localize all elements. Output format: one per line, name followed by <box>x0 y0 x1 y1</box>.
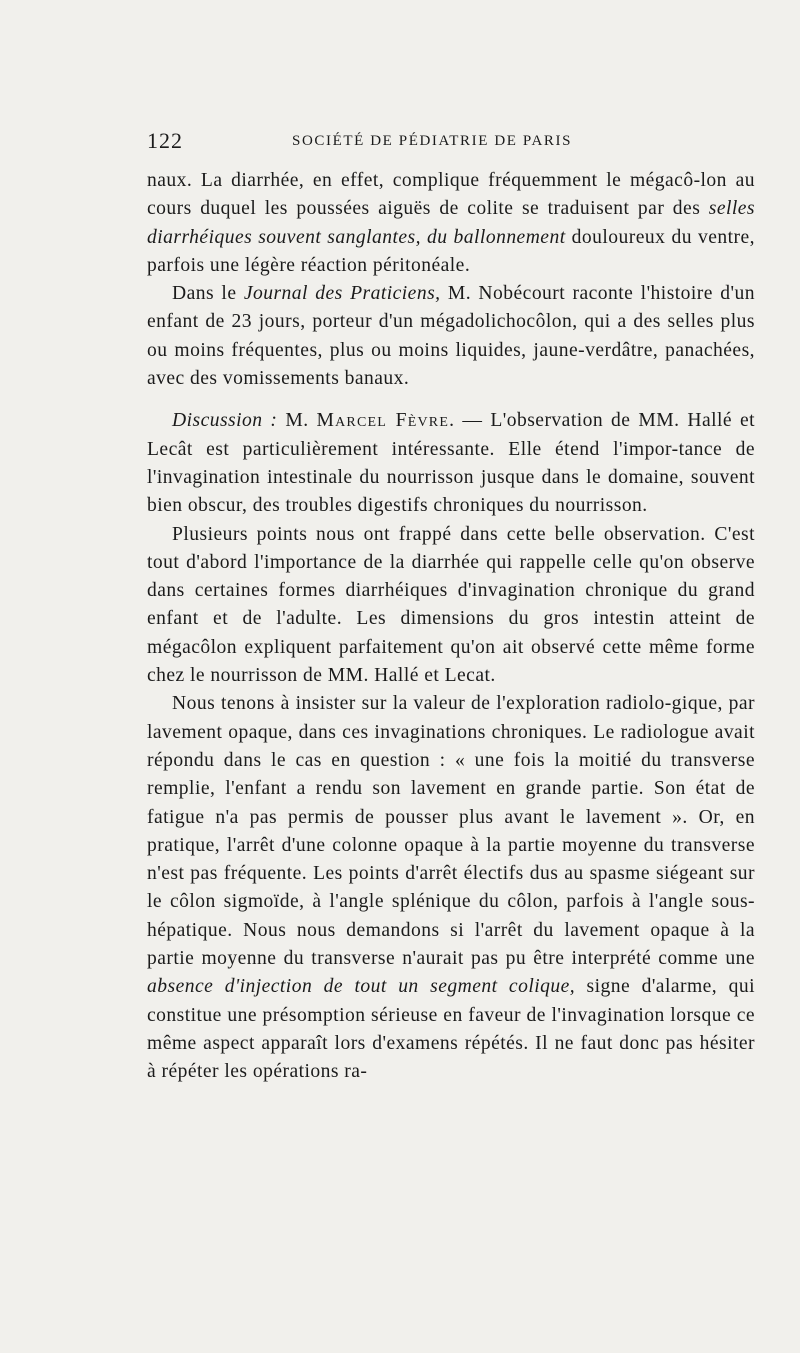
running-head: SOCIÉTÉ DE PÉDIATRIE DE PARIS <box>292 133 573 149</box>
paragraph-2 <box>147 280 755 393</box>
paragraph-1 <box>147 167 755 280</box>
paragraph-3 <box>147 407 755 520</box>
page-number: 122 <box>147 128 183 153</box>
paragraph-2-text-c: M. Nobécourt raconte l'histoire d'un enfant de 23 jours, porteur d'un mégadolichocôlon, qui a des selles plus ou moins fréquentes, plus ou moins liquides, jaune-verdâtre, panachées, avec des vomissements banaux. <box>147 283 756 390</box>
paragraph-3-text-d: . — L'observation de MM. Hallé et Lecât est particulièrement intéressante. Elle étend l'impor-tance de l'invagination intestinale du nourrisson jusque dans le domaine, souvent bien obscur, des troubles digestifs chroniques du nourrisson. <box>147 410 755 517</box>
paragraph-1-text-a: naux. La diarrhée, en effet, complique fréquemment le mégacô-lon au cours duquel les poussées aiguës de colite se traduisent par des <box>147 170 755 220</box>
paragraph-2-text-a: Dans le <box>172 283 244 305</box>
speaker-name: Marcel Fèvre <box>316 410 450 432</box>
paragraph-5-italic: absence d'injection de tout un segment colique, <box>147 976 576 998</box>
paragraph-1-text-c: douloureux du ventre, parfois une légère réaction péritonéale. <box>147 226 755 276</box>
discussion-label: Discussion : <box>172 410 278 432</box>
paragraph-1-italic: selles diarrhéiques souvent sanglantes, du ballonnement <box>147 198 755 248</box>
paragraph-5-text-a: Nous tenons à insister sur la valeur de l'exploration radiolo-gique, par lavement opaque, dans ces invaginations chroniques. Le radiologue avait répondu dans le cas en question : « une fois la moitié du transverse remplie, l'enfant a rendu son lavement en grande partie. Son état de fatigue n'a pas permis de pousser plus avant le lavement ». Or, en pratique, l'arrêt d'une colonne opaque à la partie moyenne du transverse n'est pas fréquente. Les points d'arrêt électifs dus au spasme siégeant sur le côlon sigmoïde, à l'angle splénique du côlon, parfois à l'angle sous-hépatique. Nous nous demandons si l'arrêt du lavement opaque à la partie moyenne du transverse n'aurait pas pu être interprété comme une <box>147 693 755 970</box>
paragraph-4: Plusieurs points nous ont frappé dans cette belle observation. C'est tout d'abord l'importance de la diarrhée qui rappelle celle qu'on observe dans certaines formes diarrhéiques d'invagination chronique du grand enfant et de l'adulte. Les dimensions du gros intestin atteint de mégacôlon expliquent parfaitement qu'on ait observé cette même forme chez le nourrisson de MM. Hallé et Lecat. <box>147 523 755 687</box>
paragraph-3-text-b: M. <box>277 410 317 432</box>
paragraph-5 <box>147 690 755 1086</box>
paragraph-2-italic: Journal des Praticiens, <box>243 283 441 305</box>
paragraph-5-text-c: signe d'alarme, qui constitue une présomption sérieuse en faveur de l'invagination lorsque ce même aspect apparaît lors d'examens répétés. Il ne faut donc pas hésiter à répéter les opérations ra- <box>147 976 755 1083</box>
page-header <box>147 128 757 158</box>
text-body <box>147 167 755 1087</box>
